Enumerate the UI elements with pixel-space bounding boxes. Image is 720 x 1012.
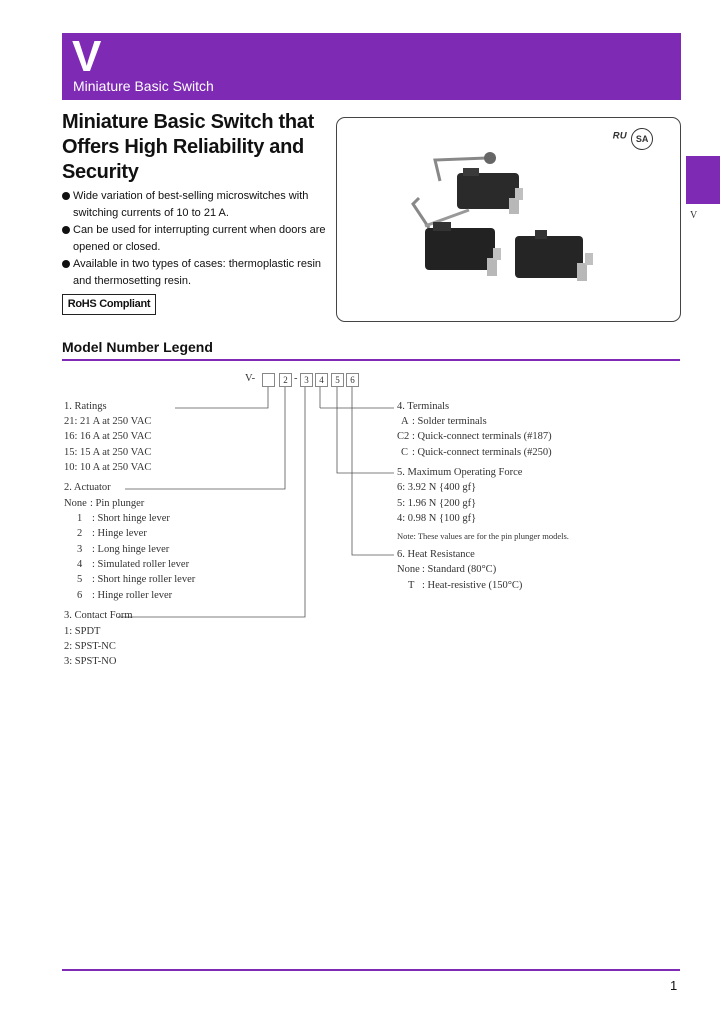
actuator-desc: : Simulated roller lever [92, 559, 190, 570]
actuator-code: 1 [77, 513, 83, 524]
ratings-item: 10: 10 A at 250 VAC [64, 462, 152, 473]
force-note: Note: These values are for the pin plunger models. [397, 531, 569, 541]
actuator-desc: : Short hinge roller lever [92, 574, 196, 585]
csa-mark-icon: SA [631, 128, 653, 150]
terminals-title: 4. Terminals [397, 401, 450, 412]
ratings-item: 16: 16 A at 250 VAC [64, 431, 152, 442]
heat-desc: : Heat-resistive (150°C) [422, 580, 523, 591]
model-dash: - [294, 373, 298, 384]
banner-title: Miniature Basic Switch [73, 78, 214, 94]
ratings-item: 15: 15 A at 250 VAC [64, 447, 152, 458]
series-letter: V [72, 32, 102, 81]
terminals-desc: : Quick-connect terminals (#187) [412, 431, 552, 442]
actuator-title: 2. Actuator [64, 482, 111, 493]
actuator-code: None [64, 498, 87, 509]
legend-box-6: 6 [346, 373, 359, 387]
feature-item: Can be used for interrupting current when doors are opened or closed. [62, 222, 342, 255]
model-prefix: V- [245, 373, 256, 384]
section-title: Model Number Legend [62, 339, 213, 355]
section-tab-label: V [690, 210, 698, 221]
actuator-code: 3 [77, 544, 83, 555]
legend-box-3: 3 [300, 373, 313, 387]
actuator-code: 5 [77, 574, 83, 585]
force-item: 5: 1.96 N {200 gf} [397, 498, 477, 509]
force-item: 4: 0.98 N {100 gf} [397, 513, 477, 524]
force-title: 5. Maximum Operating Force [397, 467, 523, 478]
legend-box-5: 5 [331, 373, 344, 387]
ul-mark-icon: ᴿᵁ [612, 129, 627, 145]
heat-title: 6. Heat Resistance [397, 549, 475, 560]
actuator-desc: : Long hinge lever [92, 544, 170, 555]
heat-code: None [397, 564, 420, 575]
actuator-desc: : Pin plunger [90, 498, 145, 509]
page-headline: Miniature Basic Switch that Offers High Reliability and Security [62, 111, 314, 183]
legend-box-2: 2 [279, 373, 292, 387]
terminals-code: C2 [397, 431, 410, 442]
footer-divider [62, 969, 680, 971]
heat-code: T [408, 580, 415, 591]
ratings-title: 1. Ratings [64, 401, 107, 412]
contact-title: 3. Contact Form [64, 610, 133, 621]
contact-item: 3: SPST-NO [64, 656, 117, 667]
feature-item: Wide variation of best-selling microswitches with switching currents of 10 to 21 A. [62, 188, 342, 221]
actuator-code: 6 [77, 590, 83, 601]
terminals-desc: : Quick-connect terminals (#250) [412, 447, 552, 458]
terminals-code: A [401, 416, 409, 427]
actuator-desc: : Hinge lever [92, 528, 147, 539]
heat-desc: : Standard (80°C) [422, 564, 497, 575]
actuator-code: 2 [77, 528, 83, 539]
ratings-item: 21: 21 A at 250 VAC [64, 416, 152, 427]
feature-item: Available in two types of cases: thermoplastic resin and thermosetting resin. [62, 256, 342, 289]
actuator-desc: : Short hinge lever [92, 513, 170, 524]
contact-item: 1: SPDT [64, 626, 101, 637]
actuator-code: 4 [77, 559, 83, 570]
contact-item: 2: SPST-NC [64, 641, 116, 652]
actuator-desc: : Hinge roller lever [92, 590, 173, 601]
rohs-badge: RoHS Compliant [62, 294, 156, 315]
page-number: 1 [670, 978, 678, 993]
terminals-code: C [401, 447, 409, 458]
force-item: 6: 3.92 N {400 gf} [397, 482, 477, 493]
terminals-desc: : Solder terminals [412, 416, 487, 427]
legend-box-4: 4 [315, 373, 328, 387]
